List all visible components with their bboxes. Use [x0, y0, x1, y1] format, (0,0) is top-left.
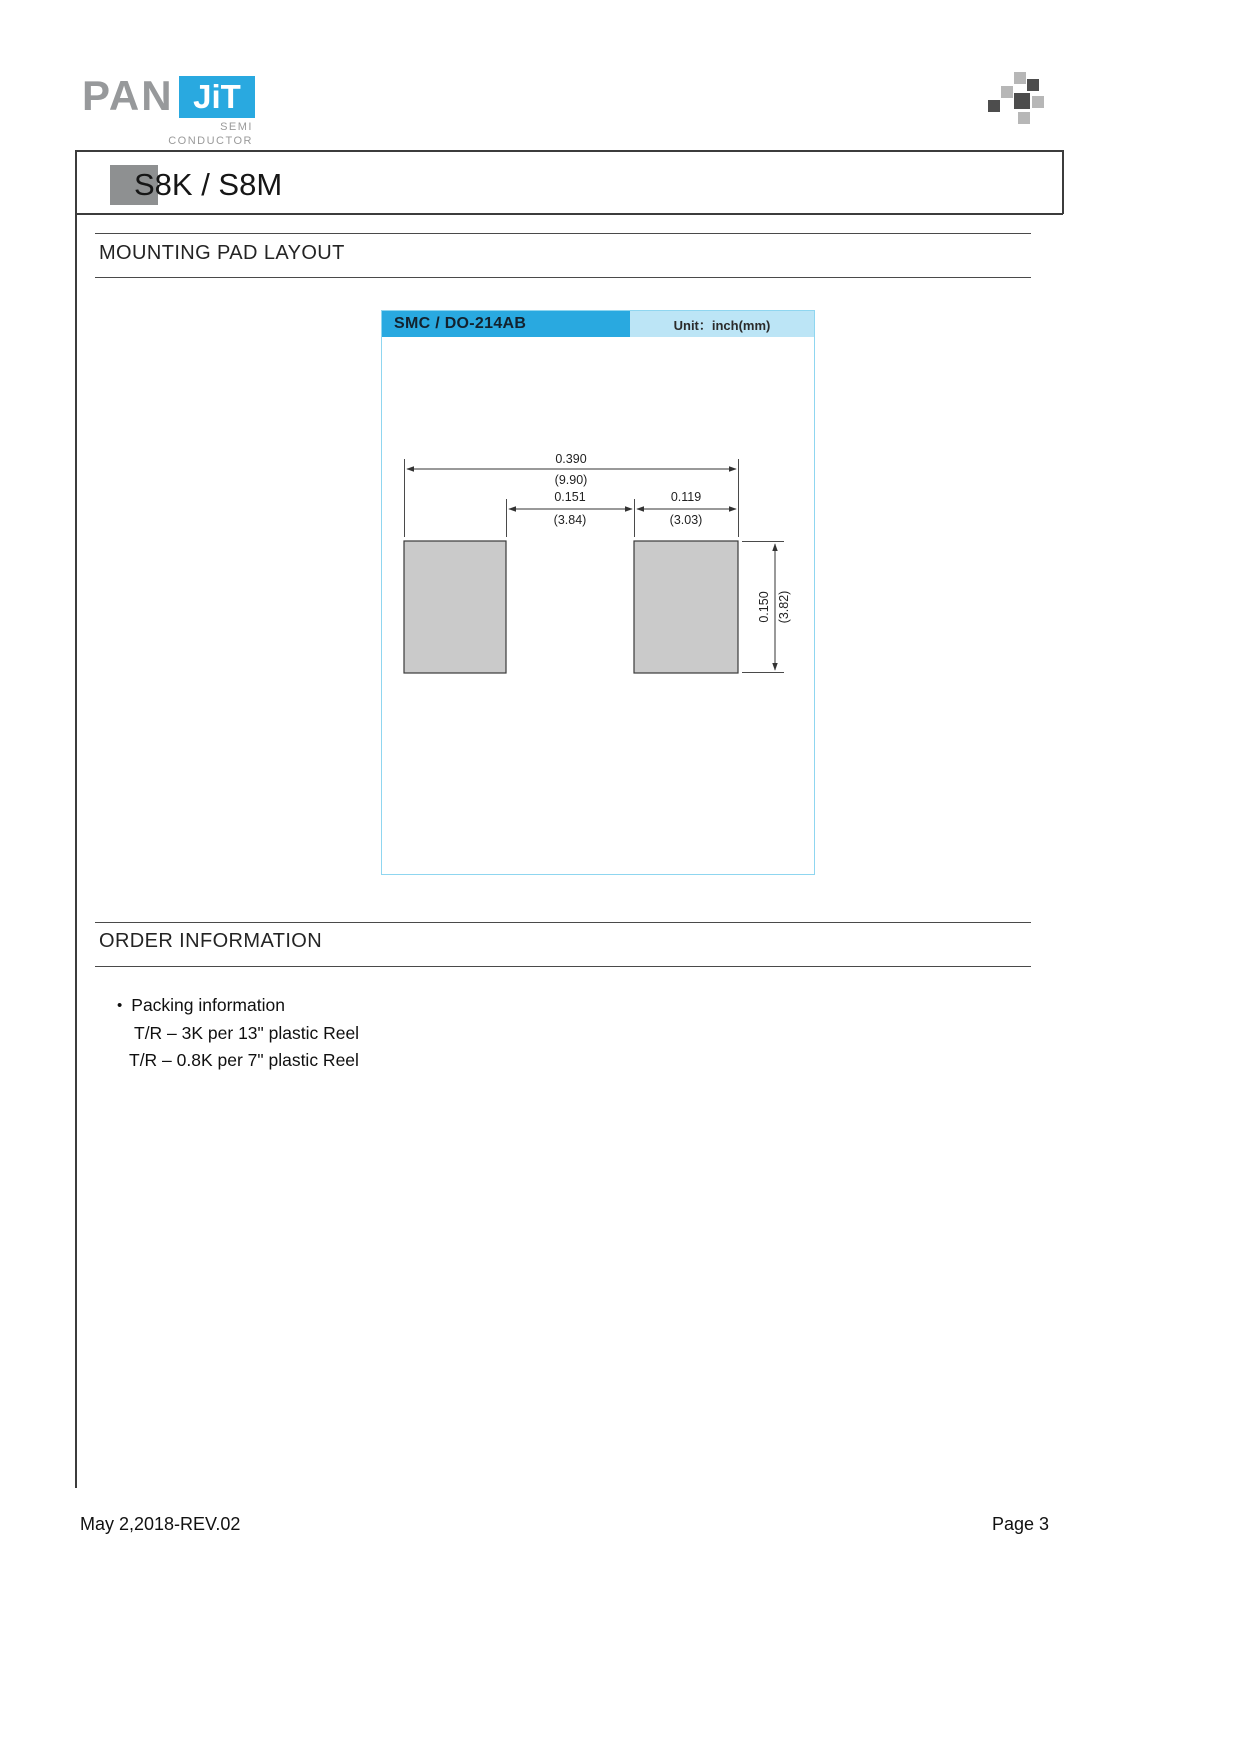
unit-label-bar: [630, 311, 814, 337]
right-pad-width-inch-label: 0.119: [670, 490, 702, 504]
pixel-square: [1032, 96, 1044, 108]
packing-title: Packing information: [131, 995, 285, 1015]
logo-pan-text: PAN: [82, 72, 174, 119]
mounting-section-rule-bottom: [95, 277, 1031, 278]
title-underline: [75, 213, 1063, 215]
order-section-rule-top: [95, 922, 1031, 923]
logo-jit-box: [179, 76, 255, 118]
left-pad: [404, 541, 506, 673]
pad-layout-drawing: [382, 337, 814, 874]
section-title-order-information: ORDER INFORMATION: [99, 930, 323, 952]
pixel-square: [1014, 93, 1030, 109]
packing-line-1: T/R – 3K per 13" plastic Reel: [134, 1023, 360, 1043]
page-title: S8K / S8M: [134, 167, 283, 202]
footer-revision: May 2,2018-REV.02: [80, 1514, 241, 1534]
pad-gap-mm-label: (3.84): [553, 513, 587, 527]
pad-gap-inch-label: 0.151: [554, 490, 586, 504]
right-border-line: [1062, 150, 1064, 214]
package-title: SMC / DO-214AB: [394, 315, 527, 332]
bullet-icon: •: [117, 997, 123, 1014]
logo-semi-text: SEMI: [220, 121, 253, 133]
header-rule: [75, 150, 1063, 152]
total-width-inch-label: 0.390: [555, 452, 587, 466]
package-diagram-panel: [381, 310, 815, 875]
total-width-mm-label: (9.90): [554, 473, 588, 487]
diagram-header-row: [382, 311, 814, 337]
right-pad-width-mm-label: (3.03): [669, 513, 703, 527]
pixel-square: [1027, 79, 1039, 91]
unit-label: Unit：inch(mm): [673, 317, 771, 333]
pixel-mark-decoration: [988, 72, 1052, 128]
pixel-square: [1001, 86, 1013, 98]
packing-info-block: [117, 995, 359, 1071]
packing-line-2: T/R – 0.8K per 7" plastic Reel: [129, 1050, 359, 1070]
pad-height-inch-label: 0.150: [757, 591, 771, 623]
packing-title-row: [117, 995, 359, 1016]
pixel-square: [1018, 112, 1030, 124]
section-title-mounting-pad-layout: MOUNTING PAD LAYOUT: [99, 242, 345, 264]
left-border-line: [75, 150, 77, 1488]
order-section-rule-bottom: [95, 966, 1031, 967]
package-title-bar: [382, 311, 630, 337]
logo-jit-text: JiT: [193, 78, 241, 115]
pixel-square: [988, 100, 1000, 112]
mounting-section-rule-top: [95, 233, 1031, 234]
footer-page-number: Page 3: [992, 1514, 1050, 1534]
logo-subtext: [82, 120, 253, 148]
logo-conductor-text: CONDUCTOR: [168, 135, 253, 147]
brand-logo: [82, 74, 342, 146]
pad-height-mm-label: (3.82): [777, 590, 791, 624]
pixel-square: [1014, 72, 1026, 84]
right-pad: [634, 541, 738, 673]
